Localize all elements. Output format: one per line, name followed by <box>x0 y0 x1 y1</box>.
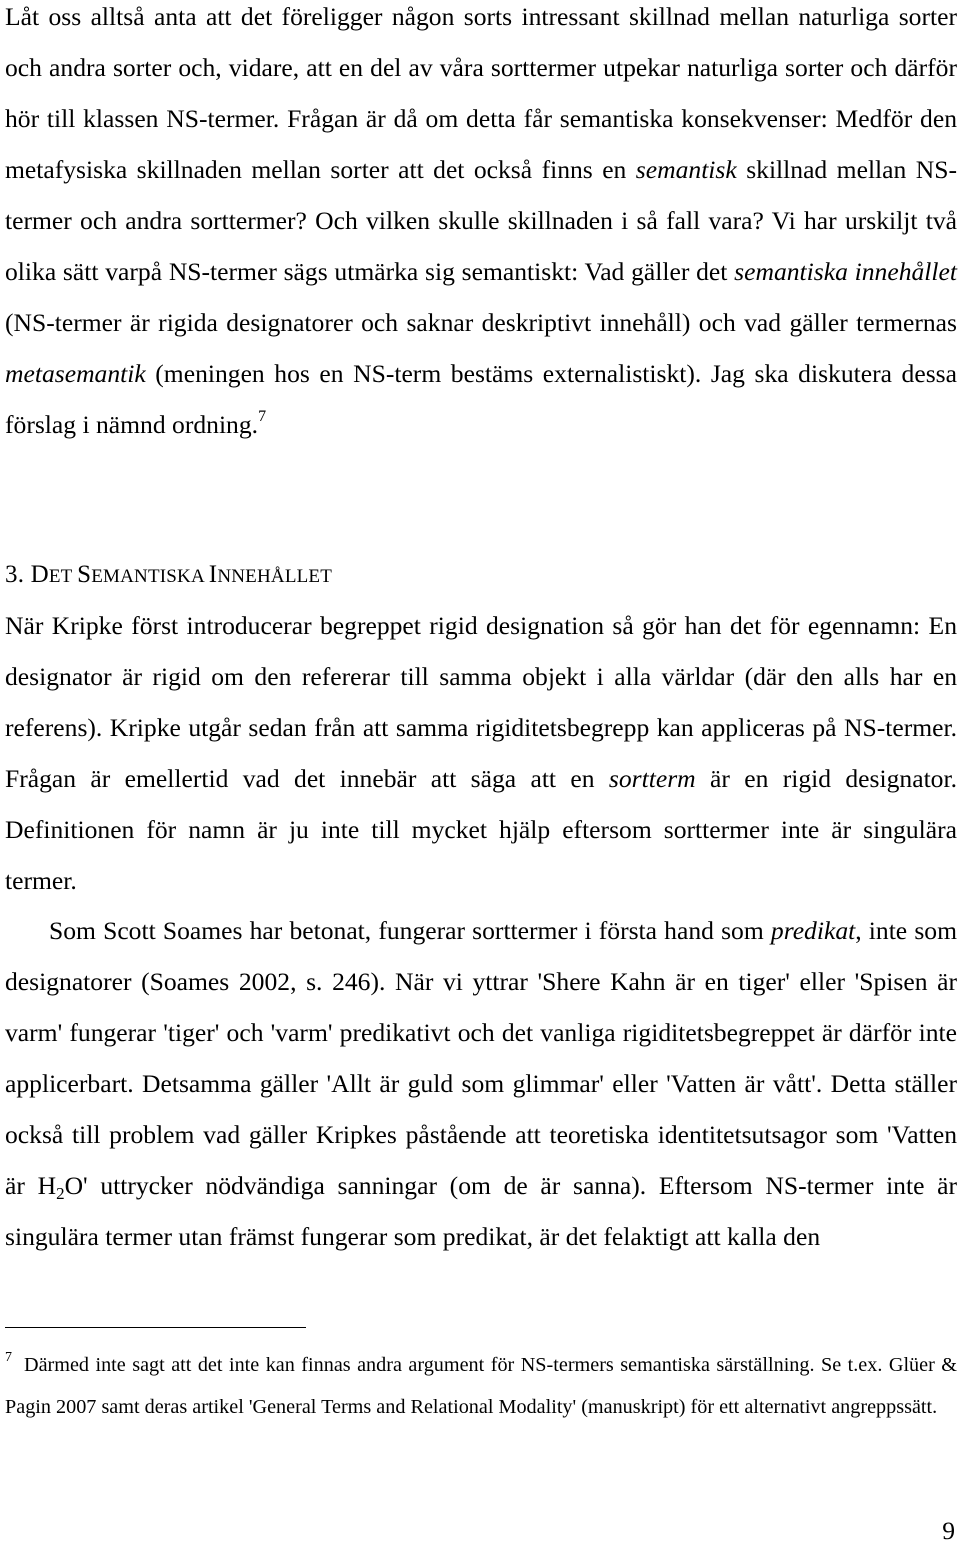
p1-emphasis-semantisk: semantisk <box>635 155 737 184</box>
p3-subscript-2: 2 <box>56 1184 65 1203</box>
p3-text-2: , inte som designatorer (Soames 2002, s. 246). När vi yttrar 'Shere Kahn är en tiger' eller 'Spisen är varm' fungerar 'tiger' och 'varm' predikativt och det vanliga rigiditetsbegreppet är därför inte applicerbart. Detsamma gäller 'Allt är guld som glimmar' eller 'Vatten är vått'. Detta ställer också till problem vad gäller Kripkes påstående att teoretiska identitetsutsagor som 'Vatten är H <box>5 916 957 1200</box>
section-heading: 3. DET SEMANTISKA INNEHÅLLET <box>5 561 333 588</box>
p2-text-1: När Kripke först introducerar begreppet rigid designation så gör han det för egennamn: En designator är rigid om den refererar till samma objekt i alla världar (där den alls har en referens). Kripke utgår sedan från att samma rigiditetsbegrepp kan appliceras på NS-termer. Frågan är emellertid vad det innebär att säga att en <box>5 611 957 793</box>
footnote-separator <box>5 1327 306 1328</box>
p1-text-1: Låt oss alltså anta att det föreligger någon sorts intressant skillnad mellan naturliga sorter och andra sorter och, vidare, att en del av våra sorttermer utpekar naturliga sorter och därför hör till klassen NS-termer. Frågan är då om detta får semantiska konsekvenser: Medför den metafysiska skillnaden mellan sorter att det också finns en <box>5 2 957 184</box>
body-paragraph-1 <box>5 0 957 450</box>
footnote <box>5 1337 957 1428</box>
body-paragraph-2 <box>5 600 957 906</box>
footnote-text: Därmed inte sagt att det inte kan finnas andra argument för NS-termers semantiska särställning. Se t.ex. Glüer & Pagin 2007 samt deras artikel 'General Terms and Relational Modality' (manuskript) för ett alternativt angreppssätt. <box>5 1354 957 1418</box>
footnote-reference: 7 <box>258 408 267 425</box>
p2-emphasis-sortterm: sortterm <box>608 764 696 793</box>
p3-text-3: O' uttrycker nödvändiga sanningar (om de är sanna). Eftersom NS-termer inte är singulära termer utan främst fungerar som predikat, är det felaktigt att kalla den <box>5 1171 958 1251</box>
p1-text-4: (meningen hos en NS-term bestäms externalistiskt). Jag ska diskutera dessa förslag i nämnd ordning. <box>5 359 957 439</box>
footnote-number: 7 <box>5 1350 12 1365</box>
p1-emphasis-metasemantik: metasemantik <box>5 359 146 388</box>
body-paragraph-3 <box>5 905 957 1262</box>
p1-text-3: (NS-termer är rigida designatorer och saknar deskriptivt innehåll) och vad gäller termernas <box>5 308 957 337</box>
p2-text-2: är en rigid designator. Definitionen för namn är ju inte till mycket hjälp eftersom sorttermer inte är singulära termer. <box>5 764 957 895</box>
p3-text-1: Som Scott Soames har betonat, fungerar sorttermer i första hand som <box>49 916 771 945</box>
p3-emphasis-predikat: predikat <box>770 916 856 945</box>
page-number: 9 <box>942 1516 955 1545</box>
p1-emphasis-semantiska-innehallet: semantiska innehållet <box>734 257 957 286</box>
p1-text-2: skillnad mellan NS-termer och andra sorttermer? Och vilken skulle skillnaden i så fall vara? Vi har urskiljt två olika sätt varpå NS-termer sägs utmärka sig semantiskt: Vad gäller det <box>5 155 957 286</box>
